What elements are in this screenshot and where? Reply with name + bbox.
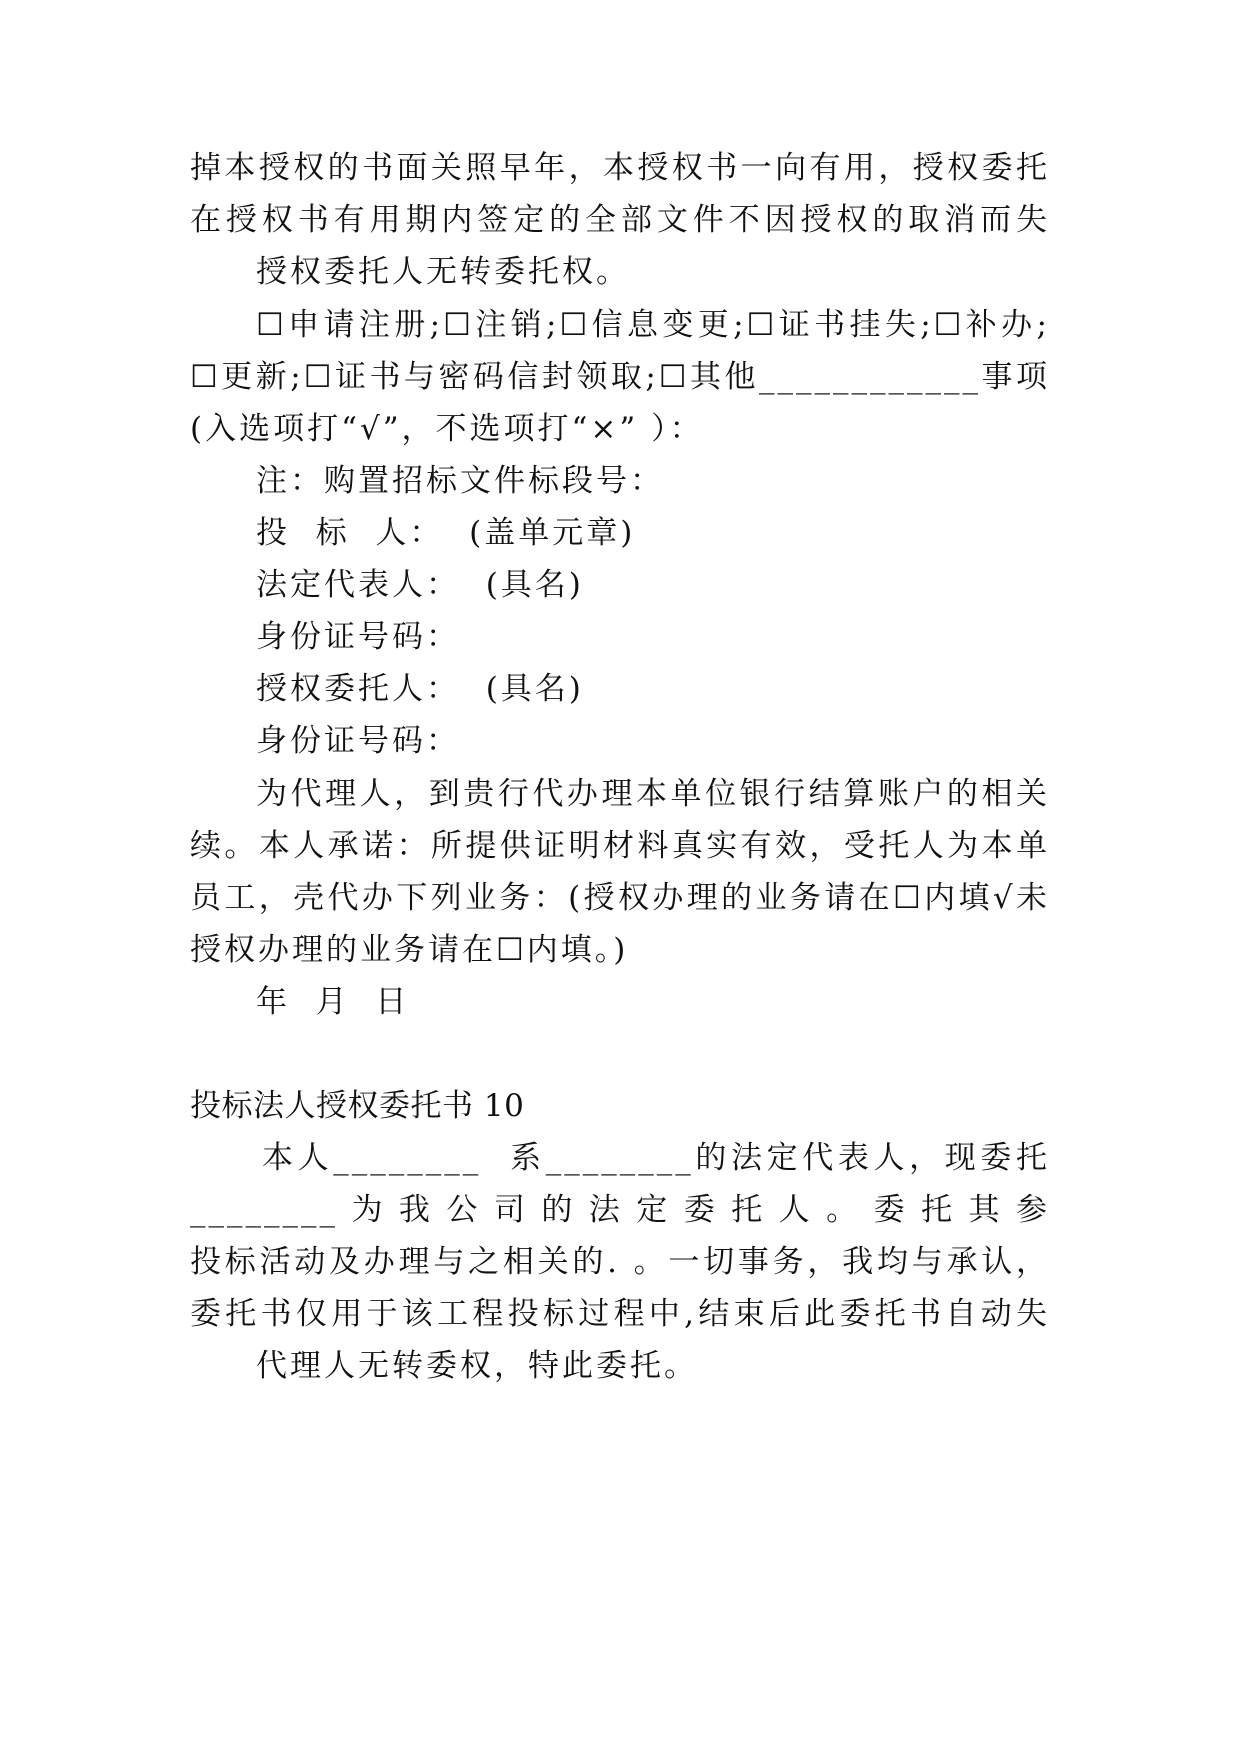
checkbox-options-line: ☐申请注册;☐注销;☐信息变更;☐证书挂失;☐补办; [256, 307, 1050, 343]
authorized-agent-field: 授权委托人： (具名) [256, 671, 584, 707]
selection-instruction: (入选项打“√”，不选项打“×” ）： [190, 411, 704, 447]
id-number-field: 身份证号码： [256, 619, 460, 655]
paragraph-line: 掉本授权的书面关照早年，本授权书一向有用，授权委托 [190, 150, 1050, 186]
id-number-field: 身份证号码： [256, 723, 460, 759]
paragraph-line: 本人________ 系________的法定代表人，现委托 [262, 1140, 1050, 1176]
paragraph-line: 授权委托人无转委托权。 [256, 254, 630, 290]
note-line: 注：购置招标文件标段号： [256, 463, 664, 499]
section-title: 投标法人授权委托书 10 [190, 1088, 525, 1124]
paragraph-line: 员工，壳代办下列业务：(授权办理的业务请在☐内填√未 [190, 880, 1050, 916]
paragraph-line: ________为我公司的法定委托人。委托其参 [190, 1192, 1050, 1228]
bidder-field: 投 标 人： (盖单元章) [256, 515, 636, 551]
legal-rep-field: 法定代表人： (具名) [256, 567, 584, 603]
paragraph-line: 代理人无转委权，特此委托。 [256, 1348, 698, 1384]
paragraph-line: 续。本人承诺：所提供证明材料真实有效，受托人为本单 [190, 828, 1050, 864]
paragraph-line: 授权办理的业务请在☐内填。) [190, 932, 629, 968]
date-line: 年 月 日 [256, 984, 410, 1020]
checkbox-options-line: ☐更新;☐证书与密码信封领取;☐其他____________事项 [190, 359, 1050, 395]
paragraph-line: 为代理人，到贵行代办理本单位银行结算账户的相关 [256, 776, 1050, 812]
paragraph-line: 委托书仅用于该工程投标过程中,结束后此委托书自动失 [190, 1296, 1050, 1332]
paragraph-line: 投标活动及办理与之相关的. 。一切事务，我均与承认， [190, 1244, 1050, 1280]
paragraph-line: 在授权书有用期内签定的全部文件不因授权的取消而失 [190, 202, 1050, 238]
